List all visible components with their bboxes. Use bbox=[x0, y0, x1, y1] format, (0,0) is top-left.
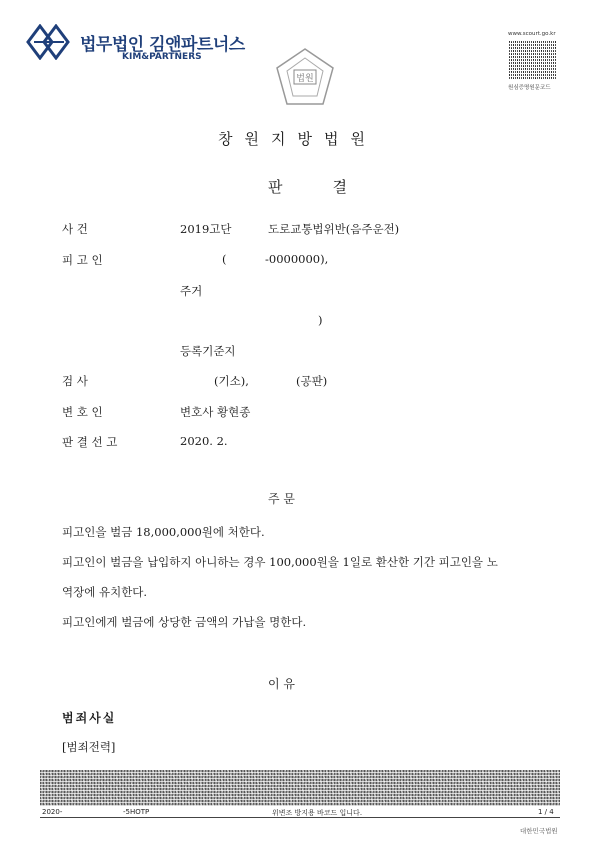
verdict-date-label: 판 결 선 고 bbox=[62, 435, 118, 449]
order-line: 피고인을 벌금 18,000,000원에 처한다. bbox=[62, 525, 265, 539]
defendant-id: -0000000), bbox=[265, 252, 329, 266]
court-name: 창원지방법원 bbox=[218, 130, 377, 148]
criminal-record-heading: [범죄전력] bbox=[62, 740, 116, 754]
qr-caption: 원심증명원문코드 bbox=[508, 85, 551, 91]
footer-page: 1 / 4 bbox=[538, 808, 554, 816]
order-heading: 주 문 bbox=[268, 492, 295, 506]
order-line: 역장에 유치한다. bbox=[62, 585, 148, 599]
prosecutor-indict: (기소), bbox=[214, 374, 249, 388]
reason-heading: 이 유 bbox=[268, 677, 295, 691]
counsel-label: 변 호 인 bbox=[62, 405, 103, 419]
firm-logo-icon bbox=[26, 24, 72, 60]
document-title bbox=[268, 176, 347, 197]
case-name: 도로교통법위반(음주운전) bbox=[268, 222, 400, 236]
firm-name-prefix: 법무법인 bbox=[80, 35, 144, 55]
footer-notice: 위변조 방지용 바코드 입니다. bbox=[272, 809, 363, 817]
order-line: 피고인이 벌금을 납입하지 아니하는 경우 100,000원을 1일로 환산한 기간 피고인을 노 bbox=[62, 555, 498, 569]
case-number: 2019고단 bbox=[180, 222, 232, 236]
prosecutor-trial: (공판) bbox=[296, 374, 328, 388]
footer-court: 대한민국법원 bbox=[520, 827, 558, 835]
order-line: 피고인에게 벌금에 상당한 금액의 가납을 명한다. bbox=[62, 615, 307, 629]
crime-facts-heading: 범죄사실 bbox=[62, 711, 117, 725]
document-title-part: 결 bbox=[332, 178, 347, 196]
footer-case-code: -5HOTP bbox=[123, 808, 150, 816]
anti-forgery-barcode bbox=[40, 770, 560, 806]
defendant-label: 피 고 인 bbox=[62, 253, 103, 267]
footer-divider bbox=[40, 817, 560, 818]
seal-text: 법원 bbox=[296, 74, 314, 84]
verdict-date: 2020. 2. bbox=[180, 434, 228, 448]
court-seal-icon bbox=[273, 46, 337, 108]
address-label: 주거 bbox=[180, 284, 203, 298]
address-close: ) bbox=[318, 313, 323, 327]
prosecutor-label: 검 사 bbox=[62, 374, 88, 388]
counsel-name: 변호사 황현종 bbox=[180, 405, 251, 419]
defendant-paren: ( bbox=[222, 252, 227, 266]
registry-label: 등록기준지 bbox=[180, 344, 236, 358]
document-title-part: 판 bbox=[268, 178, 283, 196]
qr-code-icon bbox=[508, 40, 556, 80]
firm-name-en: KIM&PARTNERS bbox=[122, 52, 202, 62]
firm-name-main: 김앤파트너스 bbox=[149, 35, 245, 55]
qr-url: www.scourt.go.kr bbox=[508, 31, 556, 37]
case-label: 사 건 bbox=[62, 222, 88, 236]
footer-case-left: 2020- bbox=[42, 808, 63, 816]
